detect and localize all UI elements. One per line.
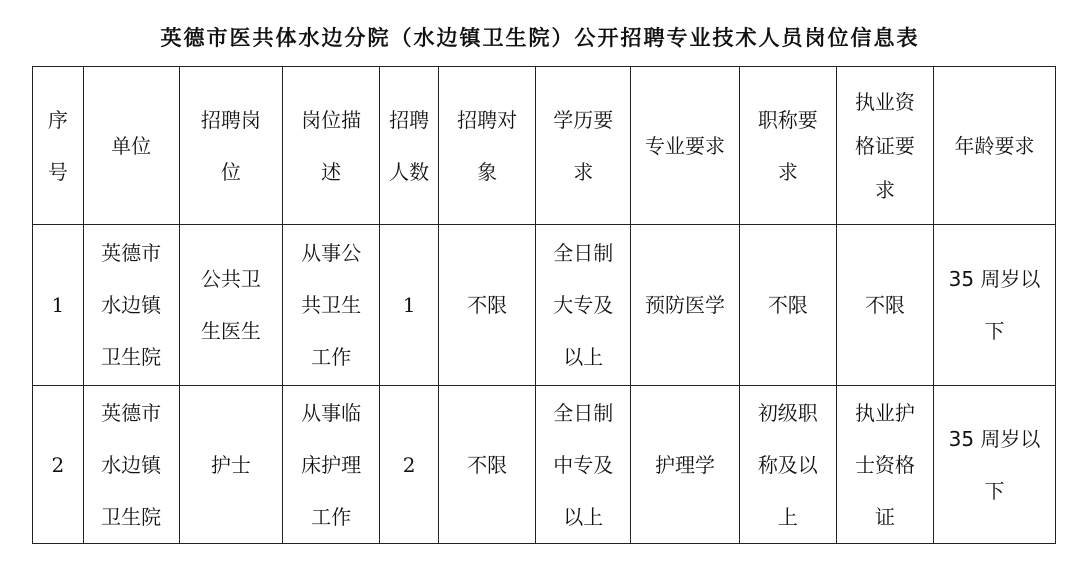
page-title: 英德市医共体水边分院（水边镇卫生院）公开招聘专业技术人员岗位信息表: [160, 26, 920, 50]
header-major: 专业要求: [631, 67, 740, 225]
cell-title: 初级职 称及以 上: [739, 386, 836, 544]
cell-education: 全日制 大专及 以上: [536, 225, 631, 386]
cell-target: 不限: [439, 386, 536, 544]
table-row: [33, 386, 1056, 544]
header-row: [33, 67, 1056, 225]
cell-age: 35 周岁以 下: [934, 225, 1056, 386]
cell-description: 从事公 共卫生 工作: [283, 225, 380, 386]
cell-position: 公共卫 生医生: [179, 225, 282, 386]
cell-license: 执业护 士资格 证: [836, 386, 933, 544]
header-position: 招聘岗 位: [179, 67, 282, 225]
cell-education: 全日制 中专及 以上: [536, 386, 631, 544]
header-age: 年龄要求: [934, 67, 1056, 225]
cell-count: 1: [380, 225, 439, 386]
header-target: 招聘对 象: [439, 67, 536, 225]
header-education: 学历要 求: [536, 67, 631, 225]
recruitment-table: [32, 66, 1056, 544]
cell-major: 预防医学: [631, 225, 740, 386]
cell-title: 不限: [739, 225, 836, 386]
header-count: 招聘 人数: [380, 67, 439, 225]
cell-license: 不限: [836, 225, 933, 386]
table-row: [33, 225, 1056, 386]
cell-unit: 英德市 水边镇 卫生院: [83, 386, 179, 544]
cell-seq: 1: [33, 225, 84, 386]
header-seq: 序 号: [33, 67, 84, 225]
cell-position: 护士: [179, 386, 282, 544]
cell-age: 35 周岁以 下: [934, 386, 1056, 544]
cell-count: 2: [380, 386, 439, 544]
cell-major: 护理学: [631, 386, 740, 544]
cell-target: 不限: [439, 225, 536, 386]
header-description: 岗位描 述: [283, 67, 380, 225]
header-unit: 单位: [83, 67, 179, 225]
cell-seq: 2: [33, 386, 84, 544]
header-license: 执业资 格证要 求: [836, 67, 933, 225]
header-title: 职称要 求: [739, 67, 836, 225]
table-header: [33, 67, 1056, 225]
cell-description: 从事临 床护理 工作: [283, 386, 380, 544]
cell-unit: 英德市 水边镇 卫生院: [83, 225, 179, 386]
